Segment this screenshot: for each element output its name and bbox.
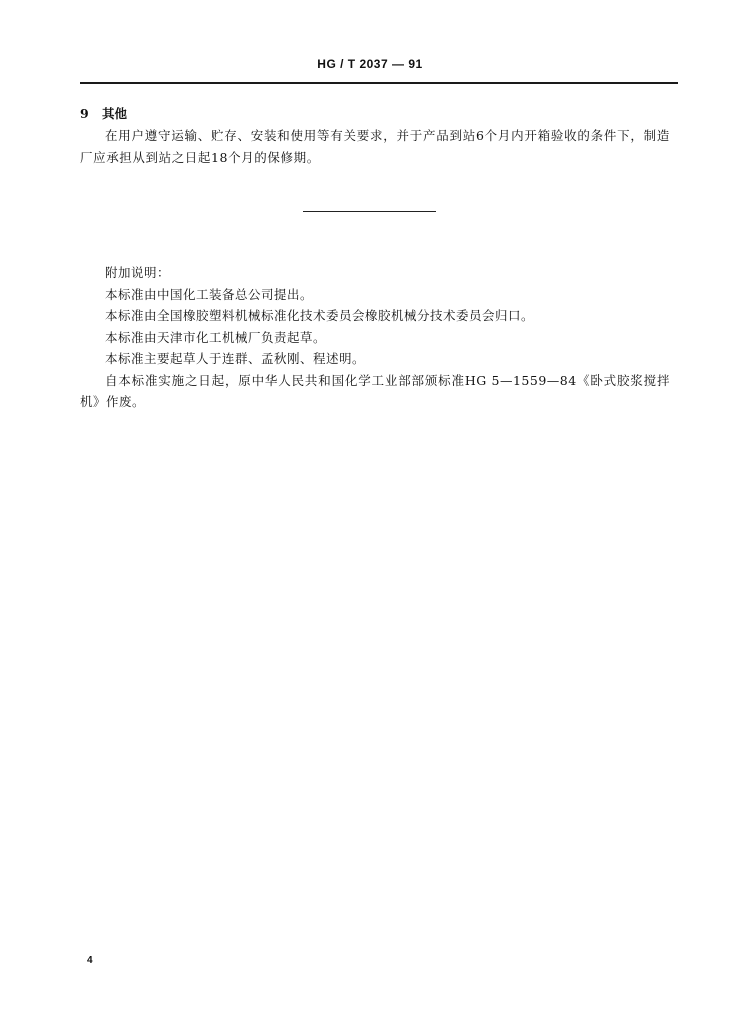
section-paragraph: 在用户遵守运输、贮存、安装和使用等有关要求，并于产品到站6个月内开箱验收的条件下，制造厂应承担从到站之日起18个月的保修期。 <box>80 128 670 165</box>
header-rule <box>80 82 678 84</box>
notes-line-supersedes: 自本标准实施之日起，原中华人民共和国化学工业部部颁标准HG 5—1559—84《卧式胶浆搅拌机》作废。 <box>80 372 670 409</box>
notes-line-committee: 本标准由全国橡胶塑料机械标准化技术委员会橡胶机械分技术委员会归口。 <box>105 308 535 323</box>
end-of-text-rule <box>303 211 436 212</box>
notes-line-authors: 本标准主要起草人于连群、孟秋刚、程述明。 <box>105 351 366 366</box>
page-number: 4 <box>87 955 93 966</box>
document-code-header: HG / T 2037 — 91 <box>317 57 423 71</box>
section-title: 其他 <box>102 106 128 121</box>
notes-line-drafter: 本标准由天津市化工机械厂负责起草。 <box>105 329 327 345</box>
notes-line-proposer: 本标准由中国化工装备总公司提出。 <box>105 286 314 302</box>
section-heading <box>80 104 127 122</box>
additional-notes <box>80 262 670 413</box>
notes-heading: 附加说明： <box>105 265 171 280</box>
section-number: 9 <box>80 106 89 121</box>
